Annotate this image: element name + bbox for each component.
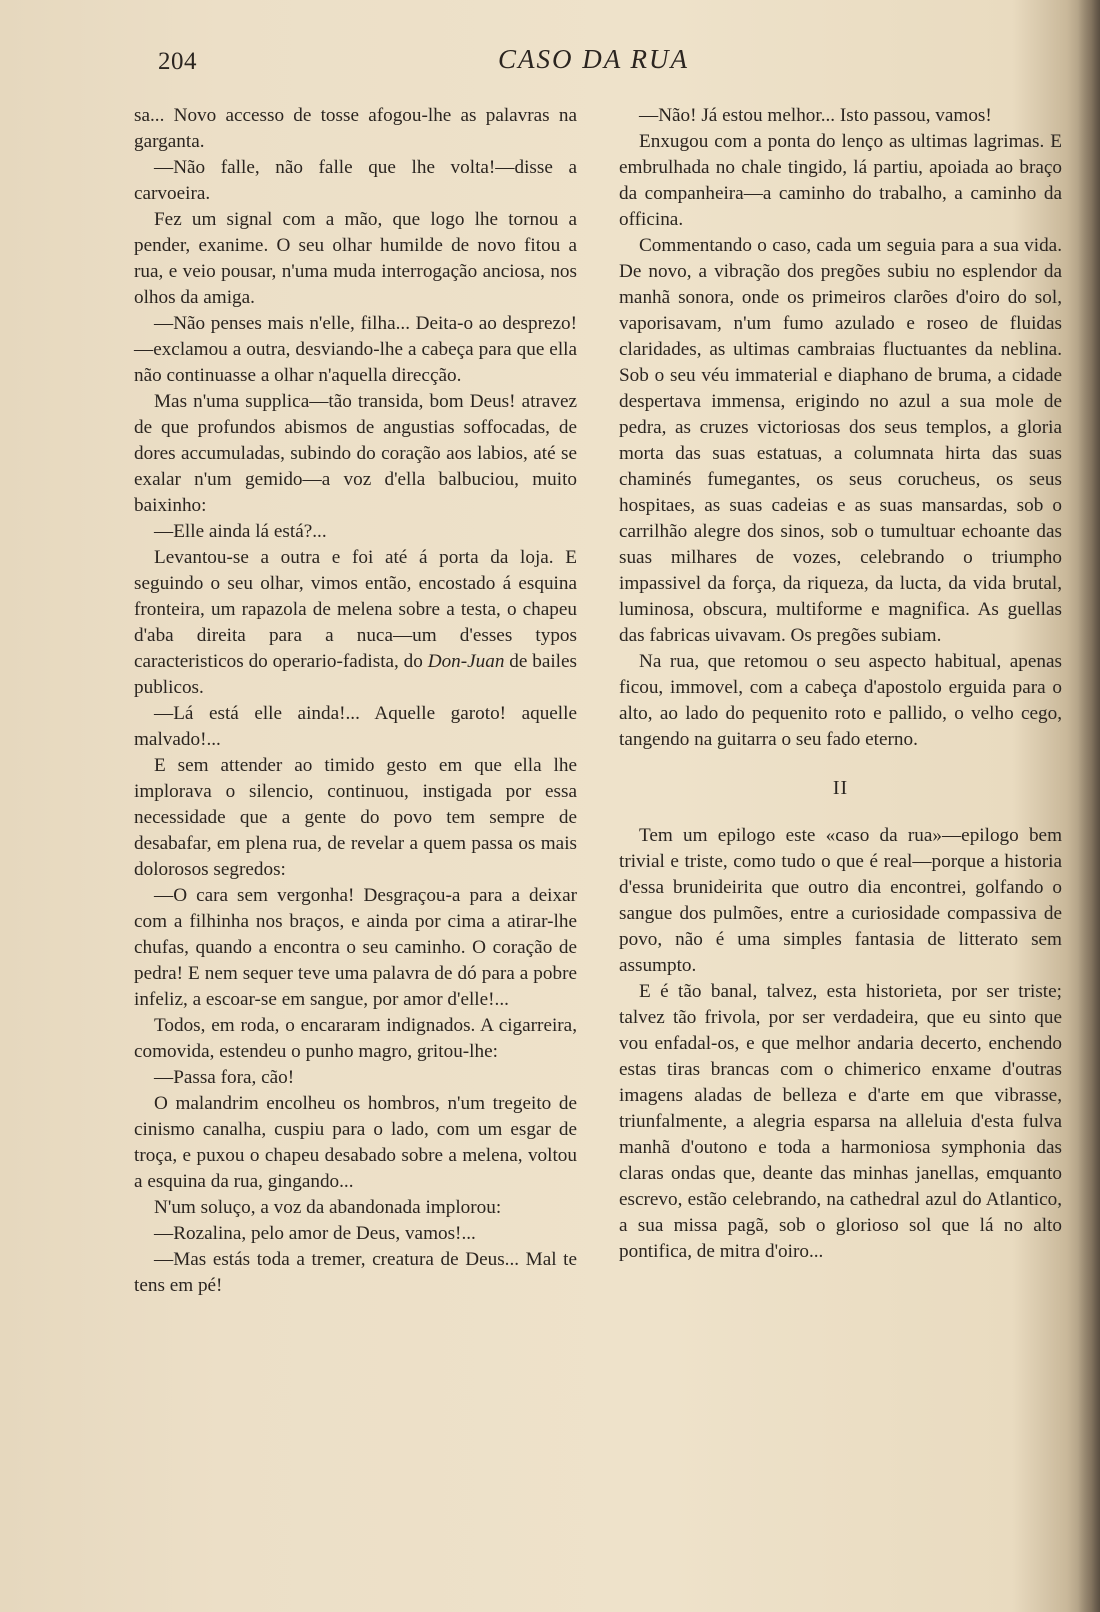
running-title: CASO DA RUA xyxy=(498,44,689,74)
paragraph: Na rua, que retomou o seu aspecto habitual, apenas ficou, immovel, com a cabeça d'apostolo erguida para o alto, ao lado do pequenito roto e pallido, o velho cego, tangendo na guitarra o seu fado eterno. xyxy=(619,651,1062,750)
paragraph xyxy=(134,545,577,701)
paragraph: Todos, em roda, o encararam indignados. A cigarreira, comovida, estendeu o punho magro, gritou-lhe: xyxy=(134,1015,577,1062)
paragraph: —Não! Já estou melhor... Isto passou, vamos! xyxy=(639,105,992,126)
paragraph: Tem um epilogo este «caso da rua»—epilogo bem trivial e triste, como tudo o que é real—porque a historia d'essa brunideirita que outro dia encontrei, golfando o sangue dos pulmões, entre a curiosidade compassiva de povo, não é uma simples fantasia de litterato sem assumpto. xyxy=(619,825,1062,976)
page-number: 204 xyxy=(158,48,197,75)
left-column xyxy=(134,103,577,1299)
paragraph-text: Levantou-se a outra e foi até á porta da loja. E seguindo o seu olhar, vimos então, encostado á esquina fronteira, um rapazola de melena sobre a testa, o chapeu d'aba direita para a nuca—um d'esses typos caracteristicos do operario-fadista, do xyxy=(134,547,577,672)
paragraph-text: de bailes publicos. xyxy=(134,651,578,698)
paragraph: O malandrim encolheu os hombros, n'um tregeito de cinismo canalha, cuspiu para o lado, com um esgar de troça, e puxou o chapeu desabado sobre a melena, voltou a esquina da rua, gingando... xyxy=(134,1093,577,1192)
paragraph: E é tão banal, talvez, esta historieta, por ser triste; talvez tão frivola, por ser verdadeira, que eu sinto que vou enfadal-os, e que melhor andaria decerto, enchendo estas tiras brancas com o chimerico enxame d'outras imagens aladas de belleza e d'arte em que vibrasse, triunfalmente, a alegria esparsa na alleluia d'esta fulva manhã d'outono e toda a harmoniosa symphonia das claras ondas que, deante das minhas janellas, emquanto escrevo, estão celebrando, na cathedral azul do Atlantico, a sua missa pagã, sob o glorioso sol que lá no alto pontifica, de mitra d'oiro... xyxy=(619,981,1062,1262)
paragraph: N'um soluço, a voz da abandonada implorou: xyxy=(154,1197,502,1218)
paragraph: —O cara sem vergonha! Desgraçou-a para a deixar com a filhinha nos braços, e ainda por cima a atirar-lhe chufas, quando a encontra o seu caminho. O coração de pedra! E nem sequer teve uma palavra de dó para a pobre infeliz, a escoar-se em sangue, por amor d'elle!... xyxy=(134,885,577,1010)
paragraph: —Lá está elle ainda!... Aquelle garoto! aquelle malvado!... xyxy=(134,703,577,750)
italic-term: Don-Juan xyxy=(427,651,505,672)
paragraph: —Rozalina, pelo amor de Deus, vamos!... xyxy=(154,1223,476,1244)
section-heading: II xyxy=(832,777,849,799)
page-header xyxy=(158,44,1018,84)
paragraph: Enxugou com a ponta do lenço as ultimas lagrimas. E embrulhada no chale tingido, lá partiu, apoiada ao braço da companheira—a caminho do trabalho, a caminho da officina. xyxy=(619,131,1062,230)
page-edge-shadow xyxy=(1078,0,1100,1612)
paragraph: —Não penses mais n'elle, filha... Deita-o ao desprezo!—exclamou a outra, desviando-lhe a cabeça para que ella não continuasse a olhar n'aquella direcção. xyxy=(134,313,577,386)
paragraph: Commentando o caso, cada um seguia para a sua vida. De novo, a vibração dos pregões subiu no esplendor da manhã sonora, onde os primeiros clarões d'oiro do sol, vaporisavam, n'um fumo azulado e roseo de fluidas claridades, as ultimas cambraias fluctuantes da neblina. Sob o seu véu immaterial e diaphano de bruma, a cidade despertava immensa, erigindo no azul a sua mole de pedra, as cruzes victoriosas dos seus templos, a gloria morta das suas estatuas, a columnata hirta das suas chaminés fumegantes, os seus corucheus, os seus hospitaes, as suas cadeias e as suas mansardas, sob o carrilhão alegre dos sinos, sob o tumultuar echoante das suas milhares de vozes, celebrando o triumpho impassivel da força, da riqueza, da lucta, da vida brutal, luminosa, obscura, multiforme e magnifica. As guellas das fabricas uivavam. Os pregões subiam. xyxy=(619,235,1062,646)
paragraph: —Mas estás toda a tremer, creatura de Deus... Mal te tens em pé! xyxy=(134,1249,577,1296)
paragraph: —Elle ainda lá está?... xyxy=(154,521,327,542)
paragraph: —Não falle, não falle que lhe volta!—disse a carvoeira. xyxy=(134,157,577,204)
paragraph: Mas n'uma supplica—tão transida, bom Deus! atravez de que profundos abismos de angustias soffocadas, de dores accumuladas, subindo do coração aos labios, até se exalar n'um gemido—a voz d'ella balbuciou, muito baixinho: xyxy=(134,391,577,516)
paragraph: sa... Novo accesso de tosse afogou-lhe as palavras na garganta. xyxy=(134,105,577,152)
paragraph: E sem attender ao timido gesto em que ella lhe implorava o silencio, continuou, instigada por essa necessidade que a gente do povo tem sempre de desabafar, em plena rua, de revelar a quem passa os mais dolorosos segredos: xyxy=(134,755,577,880)
paragraph: Fez um signal com a mão, que logo lhe tornou a pender, exanime. O seu olhar humilde de novo fitou a rua, e veio pousar, n'uma muda interrogação anciosa, nos olhos da amiga. xyxy=(134,209,577,308)
right-column xyxy=(619,103,1062,1265)
paragraph: —Passa fora, cão! xyxy=(154,1067,295,1088)
